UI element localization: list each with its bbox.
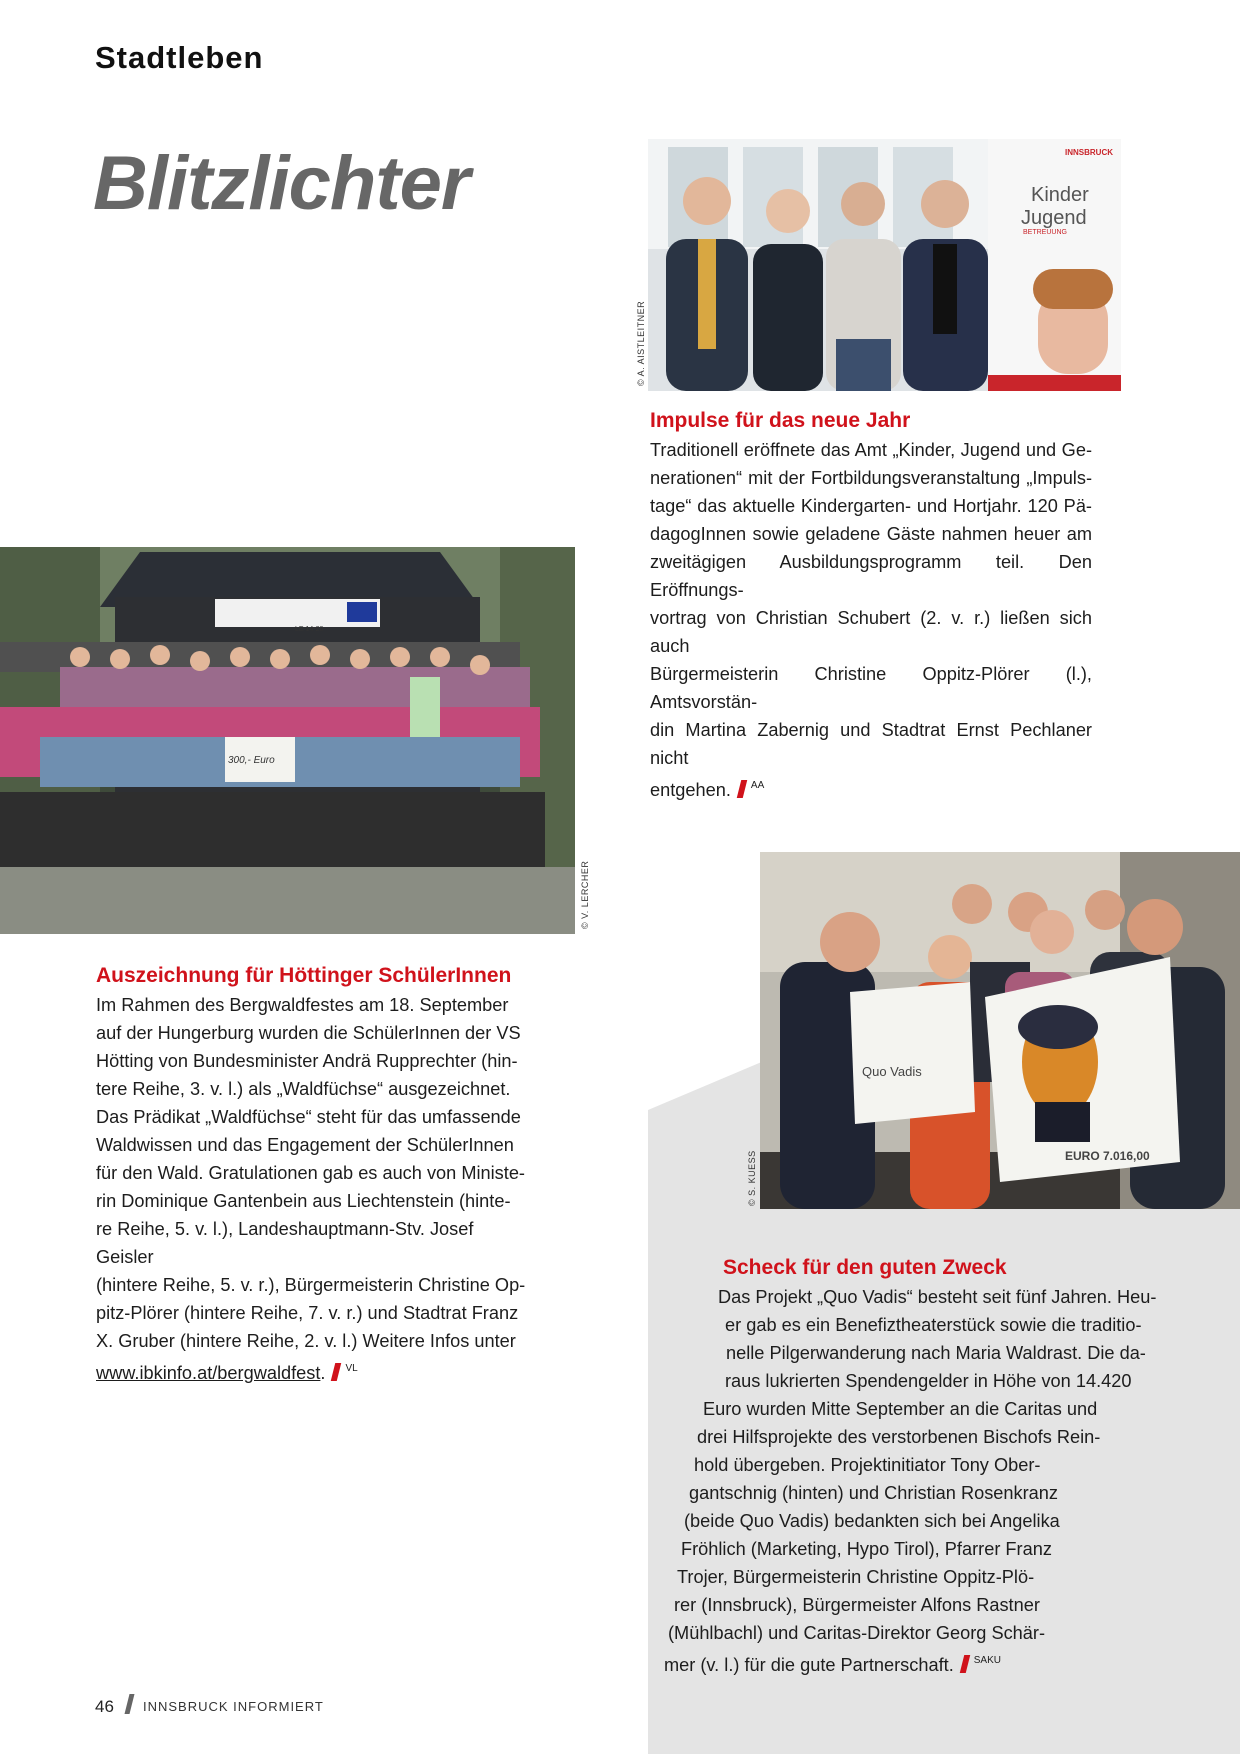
sign-line2: Jugend (1021, 207, 1087, 229)
text-line: Das Projekt „Quo Vadis“ besteht seit fünf Jahren. Heu- (718, 1287, 1157, 1307)
text-line: . (320, 1363, 326, 1383)
sign-line3: BETREUUNG (1023, 229, 1067, 236)
text-line: re Reihe, 5. v. l.), Landeshauptmann-Stv. Josef Geisler (96, 1219, 474, 1267)
text-line: Das Prädikat „Waldfüchse“ steht für das umfassende (96, 1107, 521, 1127)
board-left-label: Quo Vadis (862, 1064, 922, 1079)
text-line: dagogInnen sowie geladene Gäste nahmen heuer am (650, 524, 1092, 544)
board-right-amount: EURO 7.016,00 (1065, 1149, 1150, 1163)
text-line: Waldwissen und das Engagement der SchülerInnen (96, 1135, 514, 1155)
text-line: Fröhlich (Marketing, Hypo Tirol), Pfarrer Franz (681, 1539, 1052, 1559)
text-line: X. Gruber (hintere Reihe, 2. v. l.) Weitere Infos unter (96, 1331, 516, 1351)
page-title: Blitzlichter (93, 141, 470, 226)
text-line: zweitägigen Ausbildungsprogramm teil. Den Eröffnungs- (650, 552, 1092, 600)
sign-brand: INNSBRUCK (1065, 148, 1113, 157)
text-line: Bürgermeisterin Christine Oppitz-Plörer (l.), Amtsvorstän- (650, 664, 1092, 712)
page-number: 46 (95, 1697, 114, 1716)
check-amount: 300,- Euro (228, 755, 275, 766)
headline-scheck: Scheck für den guten Zweck (723, 1256, 1007, 1279)
publication-name: INNSBRUCK INFORMIERT (143, 1699, 324, 1714)
red-slash-icon (737, 780, 747, 798)
sign-line1: Kinder (1031, 184, 1089, 206)
text-line: Euro wurden Mitte September an die Caritas und (703, 1399, 1098, 1419)
text-line: vortrag von Christian Schubert (2. v. r.) ließen sich auch (650, 608, 1092, 656)
text-line: nelle Pilgerwanderung nach Maria Waldrast. Die da- (726, 1343, 1146, 1363)
text-line: entgehen. (650, 780, 731, 800)
photo-credit-hoettinger: © V. LERCHER (580, 860, 590, 929)
photo-credit-scheck: © S. KUESS (747, 1150, 757, 1206)
body-impulse (650, 436, 1092, 804)
text-line: für den Wald. Gratulationen gab es auch von Ministe- (96, 1163, 525, 1183)
text-line: auf der Hungerburg wurden die SchülerInnen der VS (96, 1023, 521, 1043)
text-line: (hintere Reihe, 5. v. r.), Bürgermeisterin Christine Op- (96, 1275, 526, 1295)
text-line: Hötting von Bundesminister Andrä Rupprechter (hin- (96, 1051, 518, 1071)
text-line: Trojer, Bürgermeisterin Christine Oppitz-Plö- (677, 1567, 1035, 1587)
section-label: Stadtleben (95, 40, 264, 75)
text-line: rin Dominique Gantenbein aus Liechtenstein (hinte- (96, 1191, 511, 1211)
banner-label: LE 14-20 (295, 626, 324, 633)
red-slash-icon (960, 1655, 970, 1673)
text-line: er gab es ein Benefiztheaterstück sowie die traditio- (725, 1315, 1142, 1335)
photo-credit-impulse: © A. AISTLEITNER (636, 300, 646, 386)
text-line: rer (Innsbruck), Bürgermeister Alfons Rastner (674, 1595, 1040, 1615)
author-initials: SAKU (973, 1655, 1001, 1666)
bergwaldfest-link[interactable]: www.ibkinfo.at/bergwaldfest (96, 1363, 321, 1383)
photo-scheck (760, 852, 1240, 1209)
author-initials: VL (345, 1363, 358, 1374)
text-line: din Martina Zabernig und Stadtrat Ernst Pechlaner nicht (650, 720, 1092, 768)
text-line: nerationen“ mit der Fortbildungsveranstaltung „Impuls- (650, 468, 1092, 488)
text-line: mer (v. l.) für die gute Partnerschaft. (664, 1655, 954, 1675)
text-line: raus lukrierten Spendengelder in Höhe von 14.420 (725, 1371, 1132, 1391)
body-hoettinger (96, 991, 526, 1387)
text-line: (beide Quo Vadis) bedankten sich bei Angelika (684, 1511, 1060, 1531)
text-line: hold übergeben. Projektinitiator Tony Ober- (694, 1455, 1041, 1475)
text-line: pitz-Plörer (hintere Reihe, 7. v. r.) und Stadtrat Franz (96, 1303, 519, 1323)
body-scheck (656, 1283, 1156, 1679)
text-line: gantschnig (hinten) und Christian Rosenkranz (689, 1483, 1059, 1503)
headline-hoettinger: Auszeichnung für Höttinger SchülerInnen (96, 964, 512, 987)
text-line: tere Reihe, 3. v. l.) als „Waldfüchse“ ausgezeichnet. (96, 1079, 511, 1099)
author-initials: AA (750, 780, 765, 791)
text-line: drei Hilfsprojekte des verstorbenen Bischofs Rein- (697, 1427, 1101, 1447)
text-line: tage“ das aktuelle Kindergarten- und Hortjahr. 120 Pä- (650, 496, 1092, 516)
text-line: Traditionell eröffnete das Amt „Kinder, Jugend und Ge- (650, 440, 1092, 460)
text-line: (Mühlbachl) und Caritas-Direktor Georg Schär- (668, 1623, 1046, 1643)
photo-hoettinger (0, 547, 575, 934)
text-line: Im Rahmen des Bergwaldfestes am 18. September (96, 995, 509, 1015)
red-slash-icon (331, 1363, 341, 1381)
headline-impulse: Impulse für das neue Jahr (650, 409, 911, 432)
